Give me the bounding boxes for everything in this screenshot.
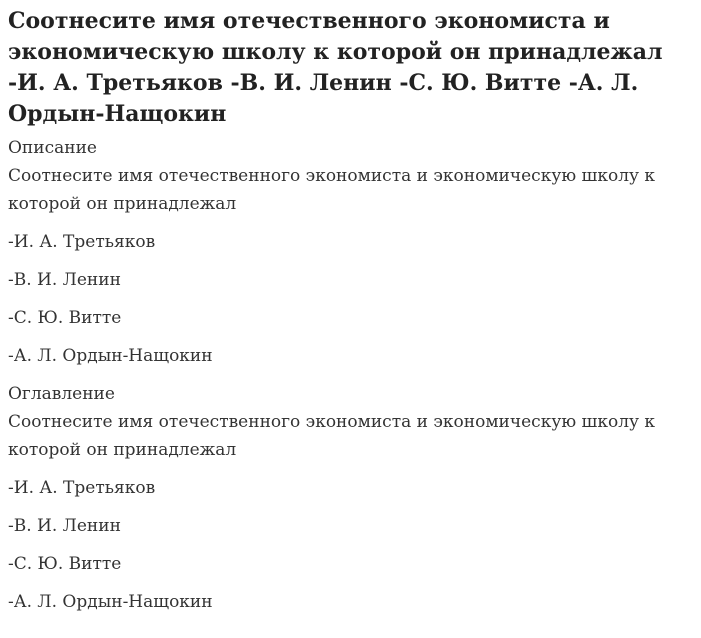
- description-item: -А. Л. Ордын-Нащокин: [8, 346, 213, 366]
- description-item: -С. Ю. Витте: [8, 308, 122, 328]
- description-text: Соотнесите имя отечественного экономиста и экономическую школу к которой он принадлежал: [8, 166, 656, 214]
- contents-text: Соотнесите имя отечественного экономиста и экономическую школу к которой он принадлежал: [8, 412, 656, 460]
- description-item: -В. И. Ленин: [8, 270, 121, 290]
- description-section: [8, 134, 693, 370]
- contents-item: -В. И. Ленин: [8, 516, 121, 536]
- description-label: Описание: [8, 138, 97, 158]
- contents-item: -А. Л. Ордын-Нащокин: [8, 592, 213, 612]
- contents-item: -И. А. Третьяков: [8, 478, 156, 498]
- description-item: -И. А. Третьяков: [8, 232, 156, 252]
- contents-label: Оглавление: [8, 384, 115, 404]
- page-title: Соотнесите имя отечественного экономиста и экономическую школу к которой он принадлежал -И. А. Третьяков -В. И. Ленин -С. Ю. Витте -А. Л. Ордын-Нащокин: [8, 8, 663, 127]
- contents-item: -С. Ю. Витте: [8, 554, 122, 574]
- contents-section: [8, 380, 693, 616]
